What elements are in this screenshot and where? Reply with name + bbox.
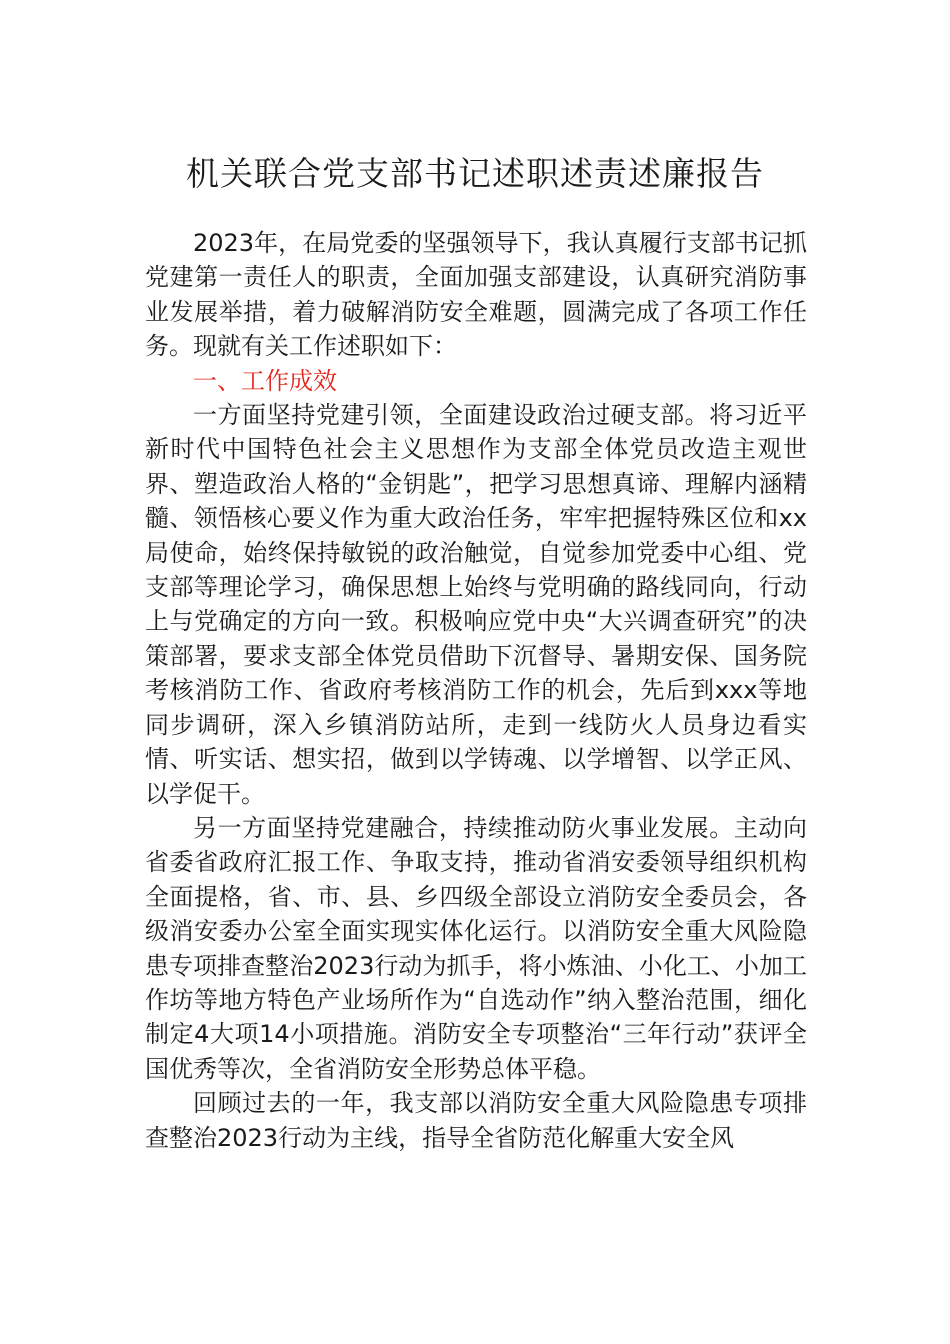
section-heading-work-results: 一、工作成效 bbox=[193, 366, 337, 395]
paragraph-party-leadership: 一方面坚持党建引领，全面建设政治过硬支部。将习近平新时代中国特色社会主义思想作为支部全体党员改造主观世界、塑造政治人格的“金钥匙”，把学习思想真谛、理解内涵精髓、领悟核心要义作为重大政治任务，牢牢把握特殊区位和xx局使命，始终保持敏锐的政治触觉，自觉参加党委中心组、党支部等理论学习，确保思想上始终与党明确的路线同向，行动上与党确定的方向一致。积极响应党中央“大兴调查研究”的决策部署，要求支部全体党员借助下沉督导、暑期安保、国务院考核消防工作、省政府考核消防工作的机会，先后到xxx等地同步调研，深入乡镇消防站所，走到一线防火人员身边看实情、听实话、想实招，做到以学铸魂、以学增智、以学正风、以学促干。 bbox=[145, 401, 807, 808]
paragraph-party-integration: 另一方面坚持党建融合，持续推动防火事业发展。主动向省委省政府汇报工作、争取支持，推动省消安委领导组织机构全面提格，省、市、县、乡四级全部设立消防安全委员会，各级消安委办公室全面实现实体化运行。以消防安全重大风险隐患专项排查整治2023行动为抓手，将小炼油、小化工、小加工作坊等地方特色产业场所作为“自选动作”纳入整治范围，细化制定4大项14小项措施。消防安全专项整治“三年行动”获评全国优秀等次，全省消防安全形势总体平稳。 bbox=[145, 813, 807, 1083]
paragraph-review: 回顾过去的一年，我支部以消防安全重大风险隐患专项排查整治2023行动为主线，指导全省防范化解重大安全风 bbox=[145, 1089, 807, 1152]
document-body bbox=[145, 226, 807, 1155]
document-title: 机关联合党支部书记述职述责述廉报告 bbox=[186, 154, 764, 193]
intro-paragraph: 2023年，在局党委的坚强领导下，我认真履行支部书记抓党建第一责任人的职责，全面加强支部建设，认真研究消防事业发展举措，着力破解消防安全难题，圆满完成了各项工作任务。现就有关工作述职如下： bbox=[145, 229, 807, 361]
